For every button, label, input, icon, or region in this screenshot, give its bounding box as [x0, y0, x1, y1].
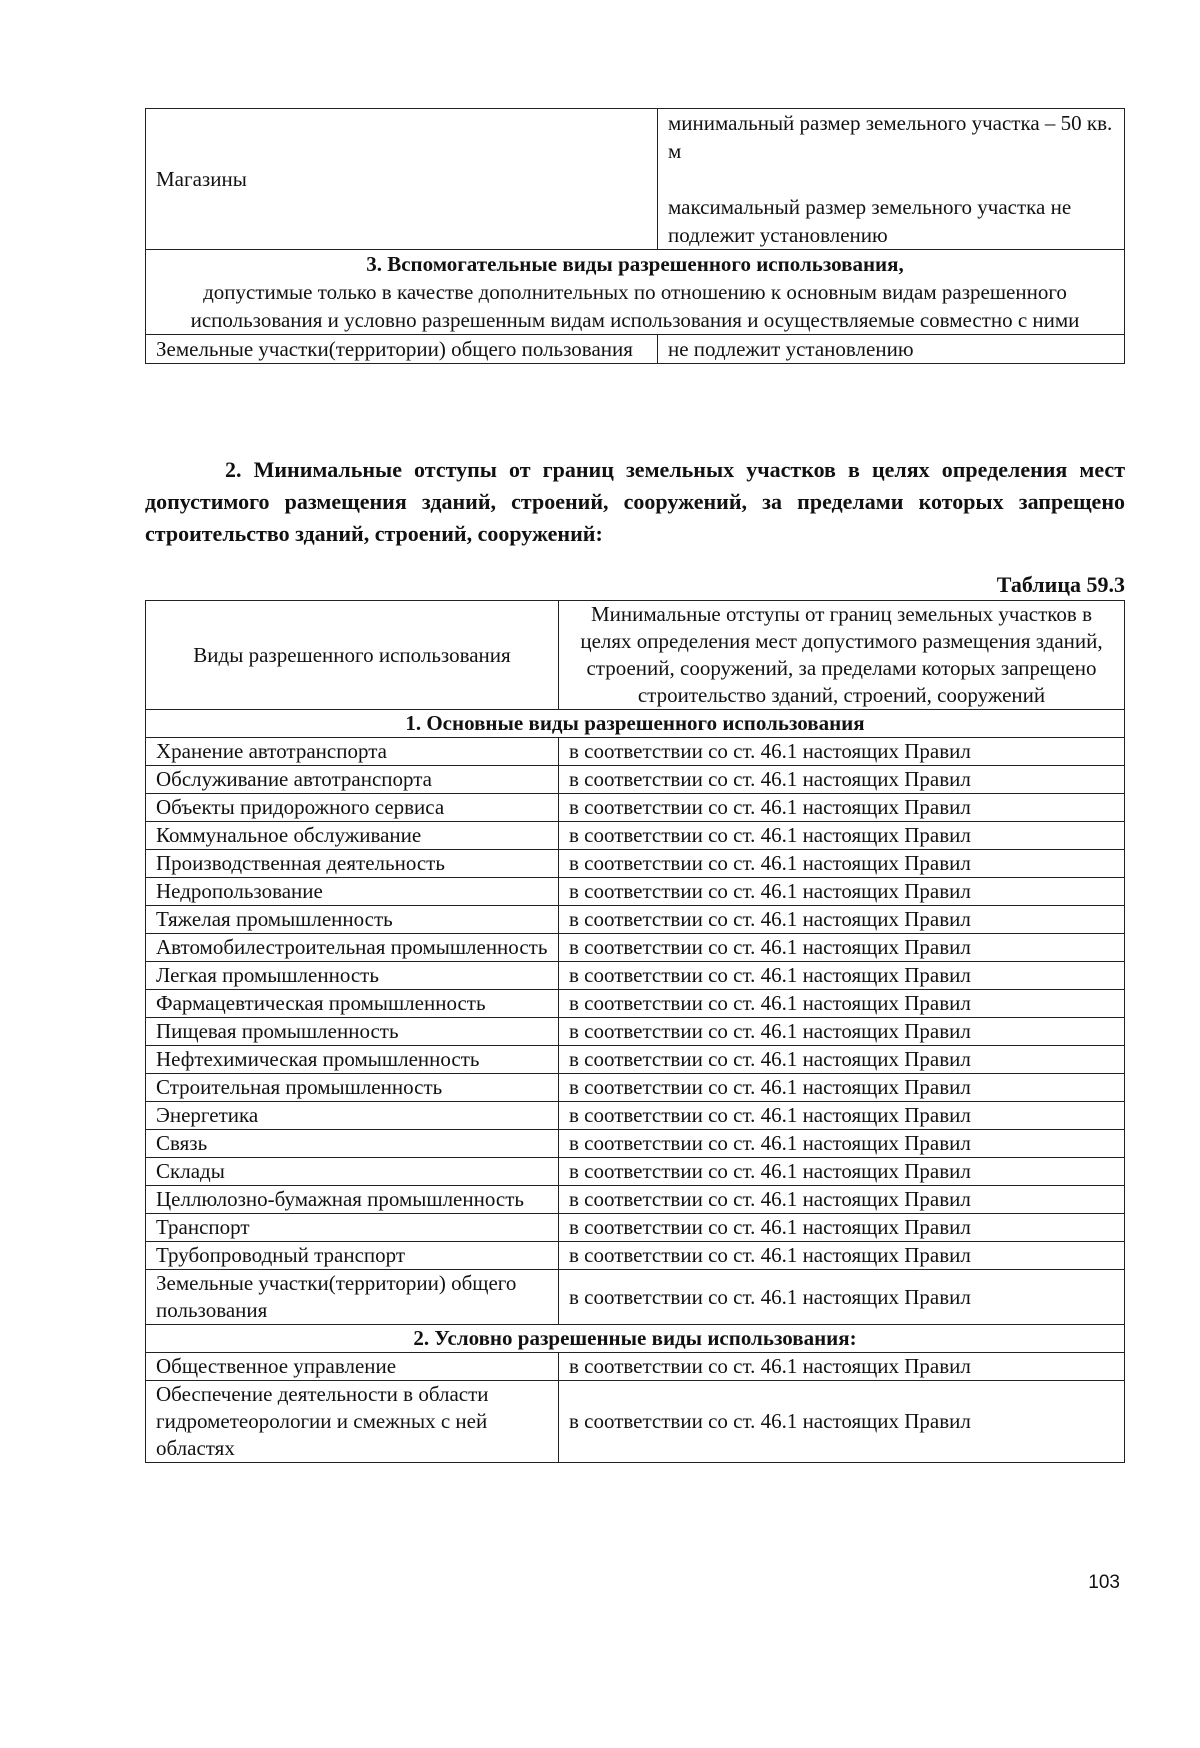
row-value-cell: в соответствии со ст. 46.1 настоящих Правил: [559, 1186, 1125, 1214]
row-name-cell: Фармацевтическая промышленность: [146, 990, 559, 1018]
row-value-cell: в соответствии со ст. 46.1 настоящих Правил: [559, 1381, 1125, 1463]
row-name-cell: Магазины: [146, 109, 658, 250]
row-value-cell: в соответствии со ст. 46.1 настоящих Правил: [559, 1270, 1125, 1325]
section-header-row: [146, 710, 1125, 738]
row-value-cell: в соответствии со ст. 46.1 настоящих Правил: [559, 1130, 1125, 1158]
row-value-cell: в соответствии со ст. 46.1 настоящих Правил: [559, 822, 1125, 850]
table-row: [146, 934, 1125, 962]
table-row: [146, 850, 1125, 878]
table-row: [146, 1381, 1125, 1463]
table-caption: Таблица 59.3: [996, 572, 1125, 597]
row-value-cell: в соответствии со ст. 46.1 настоящих Правил: [559, 1018, 1125, 1046]
row-name-cell: Земельные участки(территории) общего пользования: [146, 1270, 559, 1325]
row-name-cell: Хранение автотранспорта: [146, 738, 559, 766]
row-name-cell: Обслуживание автотранспорта: [146, 766, 559, 794]
min-size-text: минимальный размер земельного участка – 50 кв. м: [668, 111, 1113, 163]
section-header-cell: [146, 250, 1125, 335]
table-header-row: [146, 601, 1125, 710]
row-name-cell: Недропользование: [146, 878, 559, 906]
section-header-row: [146, 1325, 1125, 1353]
row-name-cell: Земельные участки(территории) общего пользования: [146, 335, 658, 364]
section1-title: 1. Основные виды разрешенного использования: [405, 711, 865, 735]
table-row: [146, 990, 1125, 1018]
table-row: [146, 794, 1125, 822]
row-value-cell: в соответствии со ст. 46.1 настоящих Правил: [559, 794, 1125, 822]
row-name-cell: Строительная промышленность: [146, 1074, 559, 1102]
row-name-cell: Легкая промышленность: [146, 962, 559, 990]
row-name-cell: Энергетика: [146, 1102, 559, 1130]
table-row: [146, 766, 1125, 794]
row-value-cell: в соответствии со ст. 46.1 настоящих Правил: [559, 934, 1125, 962]
table-row: [146, 822, 1125, 850]
row-name-cell: Пищевая промышленность: [146, 1018, 559, 1046]
table-row: [146, 738, 1125, 766]
table-row: [146, 1353, 1125, 1381]
row-value-cell: в соответствии со ст. 46.1 настоящих Правил: [559, 1214, 1125, 1242]
row-name-cell: Связь: [146, 1130, 559, 1158]
table-row: [146, 906, 1125, 934]
table-row: [146, 1102, 1125, 1130]
row-name-cell: Общественное управление: [146, 1353, 559, 1381]
section1-rows: [146, 738, 1125, 1325]
row-value-cell: в соответствии со ст. 46.1 настоящих Правил: [559, 1074, 1125, 1102]
row-value-cell: в соответствии со ст. 46.1 настоящих Правил: [559, 1102, 1125, 1130]
row-name-cell: Объекты придорожного сервиса: [146, 794, 559, 822]
row-name-cell: Склады: [146, 1158, 559, 1186]
table-row: [146, 335, 1125, 364]
header-col2: Минимальные отступы от границ земельных участков в целях определения мест допустимого размещения зданий, строений, сооружений, за пределами которых запрещено строительство зданий, строений, сооружений: [559, 601, 1125, 710]
table-row: [146, 1074, 1125, 1102]
max-size-text: максимальный размер земельного участка не подлежит установлению: [668, 195, 1072, 247]
table-row: [146, 1270, 1125, 1325]
header-col1: Виды разрешенного использования: [146, 601, 559, 710]
row-value-cell: в соответствии со ст. 46.1 настоящих Правил: [559, 990, 1125, 1018]
page-number: 103: [1088, 1572, 1120, 1593]
section-title: 3. Вспомогательные виды разрешенного использования,: [366, 252, 904, 276]
setbacks-table: [145, 600, 1125, 1463]
section2-title: 2. Условно разрешенные виды использования:: [413, 1326, 857, 1350]
row-name-cell: Транспорт: [146, 1214, 559, 1242]
table-row: [146, 1242, 1125, 1270]
row-value-cell: в соответствии со ст. 46.1 настоящих Правил: [559, 906, 1125, 934]
row-name-cell: Коммунальное обслуживание: [146, 822, 559, 850]
section-header-row: [146, 250, 1125, 335]
row-value-cell: в соответствии со ст. 46.1 настоящих Правил: [559, 1158, 1125, 1186]
table-row: [146, 878, 1125, 906]
row-value-cell: в соответствии со ст. 46.1 настоящих Правил: [559, 878, 1125, 906]
row-value-cell: в соответствии со ст. 46.1 настоящих Правил: [559, 1046, 1125, 1074]
row-name-cell: Целлюлозно-бумажная промышленность: [146, 1186, 559, 1214]
row-value-cell: в соответствии со ст. 46.1 настоящих Правил: [559, 738, 1125, 766]
section-header-cell: [146, 710, 1125, 738]
table-row: [146, 1214, 1125, 1242]
zoning-table-continued: [145, 108, 1125, 364]
table-row: [146, 1018, 1125, 1046]
table-row: [146, 1046, 1125, 1074]
row-name-cell: Нефтехимическая промышленность: [146, 1046, 559, 1074]
section-header-cell: [146, 1325, 1125, 1353]
row-name-cell: Автомобилестроительная промышленность: [146, 934, 559, 962]
section-subtitle: допустимые только в качестве дополнительных по отношению к основным видам разрешенного использования и условно разрешенным видам использования и осуществляемые совместно с ними: [190, 280, 1080, 332]
row-name-cell: Трубопроводный транспорт: [146, 1242, 559, 1270]
row-value-cell: в соответствии со ст. 46.1 настоящих Правил: [559, 766, 1125, 794]
row-value-cell: в соответствии со ст. 46.1 настоящих Правил: [559, 850, 1125, 878]
row-name-cell: Обеспечение деятельности в области гидрометеорологии и смежных с ней областях: [146, 1381, 559, 1463]
row-name-cell: Производственная деятельность: [146, 850, 559, 878]
row-value-cell: в соответствии со ст. 46.1 настоящих Правил: [559, 1242, 1125, 1270]
table-row: [146, 1130, 1125, 1158]
row-value-cell: в соответствии со ст. 46.1 настоящих Правил: [559, 1353, 1125, 1381]
section-paragraph: 2. Минимальные отступы от границ земельных участков в целях определения мест допустимого размещения зданий, строений, сооружений, за пределами которых запрещено строительство зданий, строений, сооружений:: [145, 457, 1125, 546]
table-row: [146, 962, 1125, 990]
row-name-cell: Тяжелая промышленность: [146, 906, 559, 934]
row-value-cell: в соответствии со ст. 46.1 настоящих Правил: [559, 962, 1125, 990]
table-row: [146, 109, 1125, 250]
row-params-cell: [658, 109, 1125, 250]
section2-rows: [146, 1353, 1125, 1463]
table-row: [146, 1158, 1125, 1186]
table-row: [146, 1186, 1125, 1214]
row-value-cell: не подлежит установлению: [658, 335, 1125, 364]
